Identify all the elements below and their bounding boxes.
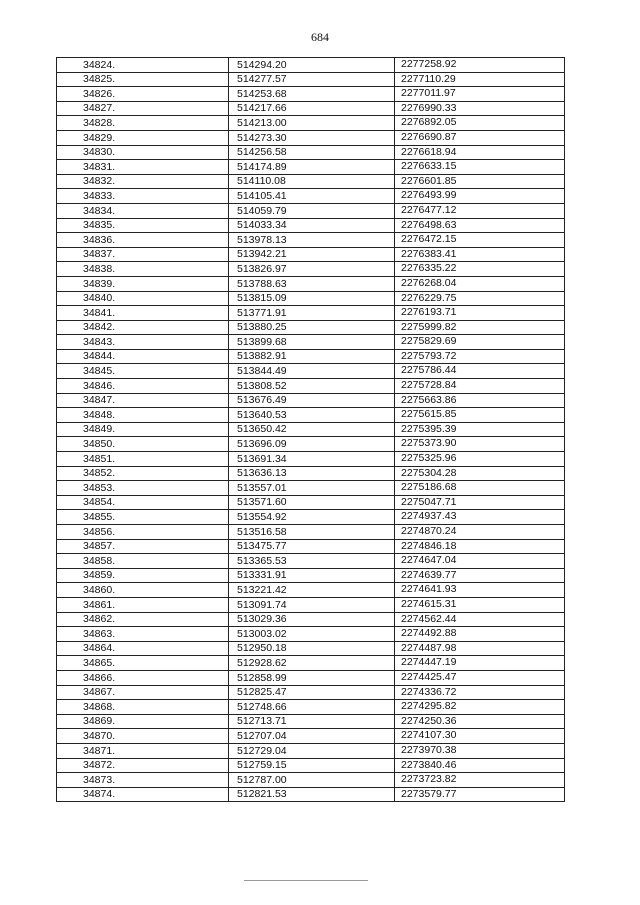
point-id-cell: 34856.: [57, 525, 229, 540]
x-coordinate-cell: 512707.04: [229, 729, 395, 744]
table-row: [57, 656, 565, 671]
y-coordinate-cell: 2275615.85: [395, 408, 565, 423]
x-coordinate-cell: 514033.34: [229, 218, 395, 233]
table-row: [57, 364, 565, 379]
y-coordinate-cell: 2274107.30: [395, 729, 565, 744]
point-id-cell: 34871.: [57, 743, 229, 758]
point-id-cell: 34858.: [57, 554, 229, 569]
table-row: [57, 670, 565, 685]
table-row: [57, 218, 565, 233]
x-coordinate-cell: 513815.09: [229, 291, 395, 306]
table-row: [57, 130, 565, 145]
x-coordinate-cell: 512759.15: [229, 758, 395, 773]
table-row: [57, 539, 565, 554]
x-coordinate-cell: 513091.74: [229, 597, 395, 612]
y-coordinate-cell: 2276229.75: [395, 291, 565, 306]
y-coordinate-cell: 2274250.36: [395, 714, 565, 729]
point-id-cell: 34863.: [57, 627, 229, 642]
point-id-cell: 34849.: [57, 422, 229, 437]
y-coordinate-cell: 2275786.44: [395, 364, 565, 379]
y-coordinate-cell: 2275186.68: [395, 481, 565, 496]
point-id-cell: 34866.: [57, 670, 229, 685]
y-coordinate-cell: 2275047.71: [395, 495, 565, 510]
x-coordinate-cell: 514110.08: [229, 174, 395, 189]
y-coordinate-cell: 2273840.46: [395, 758, 565, 773]
x-coordinate-cell: 514273.30: [229, 130, 395, 145]
y-coordinate-cell: 2274425.47: [395, 670, 565, 685]
point-id-cell: 34852.: [57, 466, 229, 481]
table-row: [57, 349, 565, 364]
table-row: [57, 276, 565, 291]
table-row: [57, 685, 565, 700]
y-coordinate-cell: 2276601.85: [395, 174, 565, 189]
y-coordinate-cell: 2276477.12: [395, 203, 565, 218]
table-row: [57, 306, 565, 321]
point-id-cell: 34868.: [57, 700, 229, 715]
x-coordinate-cell: 513003.02: [229, 627, 395, 642]
x-coordinate-cell: 514294.20: [229, 58, 395, 73]
x-coordinate-cell: 513844.49: [229, 364, 395, 379]
y-coordinate-cell: 2273579.77: [395, 787, 565, 802]
y-coordinate-cell: 2275373.90: [395, 437, 565, 452]
x-coordinate-cell: 514213.00: [229, 116, 395, 131]
x-coordinate-cell: 513554.92: [229, 510, 395, 525]
point-id-cell: 34836.: [57, 233, 229, 248]
table-row: [57, 422, 565, 437]
y-coordinate-cell: 2277011.97: [395, 87, 565, 102]
y-coordinate-cell: 2275793.72: [395, 349, 565, 364]
x-coordinate-cell: 513516.58: [229, 525, 395, 540]
x-coordinate-cell: 513475.77: [229, 539, 395, 554]
x-coordinate-cell: 514256.58: [229, 145, 395, 160]
y-coordinate-cell: 2276472.15: [395, 233, 565, 248]
table-row: [57, 525, 565, 540]
point-id-cell: 34829.: [57, 130, 229, 145]
point-id-cell: 34867.: [57, 685, 229, 700]
x-coordinate-cell: 513899.68: [229, 335, 395, 350]
table-row: [57, 262, 565, 277]
point-id-cell: 34869.: [57, 714, 229, 729]
y-coordinate-cell: 2275395.39: [395, 422, 565, 437]
table-row: [57, 87, 565, 102]
y-coordinate-cell: 2275829.69: [395, 335, 565, 350]
x-coordinate-cell: 514253.68: [229, 87, 395, 102]
point-id-cell: 34860.: [57, 583, 229, 598]
point-id-cell: 34839.: [57, 276, 229, 291]
x-coordinate-cell: 513636.13: [229, 466, 395, 481]
x-coordinate-cell: 512748.66: [229, 700, 395, 715]
x-coordinate-cell: 513942.21: [229, 247, 395, 262]
x-coordinate-cell: 512787.00: [229, 773, 395, 788]
point-id-cell: 34841.: [57, 306, 229, 321]
x-coordinate-cell: 513771.91: [229, 306, 395, 321]
point-id-cell: 34847.: [57, 393, 229, 408]
point-id-cell: 34825.: [57, 72, 229, 87]
table-row: [57, 452, 565, 467]
x-coordinate-cell: 512858.99: [229, 670, 395, 685]
point-id-cell: 34861.: [57, 597, 229, 612]
table-row: [57, 145, 565, 160]
point-id-cell: 34838.: [57, 262, 229, 277]
point-id-cell: 34872.: [57, 758, 229, 773]
y-coordinate-cell: 2276633.15: [395, 160, 565, 175]
x-coordinate-cell: 514217.66: [229, 101, 395, 116]
x-coordinate-cell: 513882.91: [229, 349, 395, 364]
x-coordinate-cell: 513331.91: [229, 568, 395, 583]
y-coordinate-cell: 2274336.72: [395, 685, 565, 700]
x-coordinate-cell: 513640.53: [229, 408, 395, 423]
table-row: [57, 174, 565, 189]
x-coordinate-cell: 512729.04: [229, 743, 395, 758]
point-id-cell: 34826.: [57, 87, 229, 102]
y-coordinate-cell: 2274447.19: [395, 656, 565, 671]
page-footer-line: [244, 880, 368, 881]
point-id-cell: 34851.: [57, 452, 229, 467]
y-coordinate-cell: 2274870.24: [395, 525, 565, 540]
point-id-cell: 34844.: [57, 349, 229, 364]
point-id-cell: 34848.: [57, 408, 229, 423]
point-id-cell: 34874.: [57, 787, 229, 802]
y-coordinate-cell: 2273723.82: [395, 773, 565, 788]
x-coordinate-cell: 513880.25: [229, 320, 395, 335]
point-id-cell: 34846.: [57, 379, 229, 394]
y-coordinate-cell: 2276990.33: [395, 101, 565, 116]
x-coordinate-cell: 512950.18: [229, 641, 395, 656]
x-coordinate-cell: 514105.41: [229, 189, 395, 204]
point-id-cell: 34842.: [57, 320, 229, 335]
table-row: [57, 379, 565, 394]
x-coordinate-cell: 513676.49: [229, 393, 395, 408]
x-coordinate-cell: 513788.63: [229, 276, 395, 291]
table-row: [57, 247, 565, 262]
x-coordinate-cell: 513650.42: [229, 422, 395, 437]
x-coordinate-cell: 514059.79: [229, 203, 395, 218]
table-row: [57, 466, 565, 481]
y-coordinate-cell: 2274295.82: [395, 700, 565, 715]
table-row: [57, 320, 565, 335]
point-id-cell: 34840.: [57, 291, 229, 306]
point-id-cell: 34828.: [57, 116, 229, 131]
y-coordinate-cell: 2275728.84: [395, 379, 565, 394]
table-row: [57, 189, 565, 204]
y-coordinate-cell: 2276193.71: [395, 306, 565, 321]
point-id-cell: 34873.: [57, 773, 229, 788]
table-row: [57, 72, 565, 87]
table-row: [57, 101, 565, 116]
point-id-cell: 34850.: [57, 437, 229, 452]
y-coordinate-cell: 2275304.28: [395, 466, 565, 481]
x-coordinate-cell: 513557.01: [229, 481, 395, 496]
point-id-cell: 34870.: [57, 729, 229, 744]
table-row: [57, 758, 565, 773]
point-id-cell: 34832.: [57, 174, 229, 189]
point-id-cell: 34835.: [57, 218, 229, 233]
y-coordinate-cell: 2274641.93: [395, 583, 565, 598]
point-id-cell: 34843.: [57, 335, 229, 350]
table-row: [57, 495, 565, 510]
y-coordinate-cell: 2274562.44: [395, 612, 565, 627]
table-row: [57, 393, 565, 408]
x-coordinate-cell: 513571.60: [229, 495, 395, 510]
y-coordinate-cell: 2274647.04: [395, 554, 565, 569]
table-row: [57, 743, 565, 758]
x-coordinate-cell: 513808.52: [229, 379, 395, 394]
y-coordinate-cell: 2275325.96: [395, 452, 565, 467]
point-id-cell: 34833.: [57, 189, 229, 204]
table-row: [57, 729, 565, 744]
point-id-cell: 34853.: [57, 481, 229, 496]
table-row: [57, 641, 565, 656]
y-coordinate-cell: 2274492.88: [395, 627, 565, 642]
table-row: [57, 714, 565, 729]
table-row: [57, 481, 565, 496]
x-coordinate-cell: 513826.97: [229, 262, 395, 277]
table-row: [57, 116, 565, 131]
table-row: [57, 554, 565, 569]
table-row: [57, 510, 565, 525]
x-coordinate-cell: 514277.57: [229, 72, 395, 87]
point-id-cell: 34830.: [57, 145, 229, 160]
coordinate-table: [56, 57, 565, 802]
point-id-cell: 34855.: [57, 510, 229, 525]
y-coordinate-cell: 2274639.77: [395, 568, 565, 583]
y-coordinate-cell: 2274846.18: [395, 539, 565, 554]
y-coordinate-cell: 2274615.31: [395, 597, 565, 612]
point-id-cell: 34864.: [57, 641, 229, 656]
table-row: [57, 335, 565, 350]
y-coordinate-cell: 2276493.99: [395, 189, 565, 204]
y-coordinate-cell: 2276498.63: [395, 218, 565, 233]
x-coordinate-cell: 513696.09: [229, 437, 395, 452]
x-coordinate-cell: 512928.62: [229, 656, 395, 671]
table-row: [57, 58, 565, 73]
y-coordinate-cell: 2276690.87: [395, 130, 565, 145]
point-id-cell: 34845.: [57, 364, 229, 379]
y-coordinate-cell: 2276618.94: [395, 145, 565, 160]
table-row: [57, 787, 565, 802]
x-coordinate-cell: 514174.89: [229, 160, 395, 175]
y-coordinate-cell: 2276268.04: [395, 276, 565, 291]
table-row: [57, 437, 565, 452]
table-row: [57, 291, 565, 306]
point-id-cell: 34827.: [57, 101, 229, 116]
y-coordinate-cell: 2274937.43: [395, 510, 565, 525]
page-number: 684: [311, 30, 329, 44]
x-coordinate-cell: 513365.53: [229, 554, 395, 569]
point-id-cell: 34831.: [57, 160, 229, 175]
x-coordinate-cell: 513221.42: [229, 583, 395, 598]
table-row: [57, 233, 565, 248]
table-body: [57, 58, 565, 802]
table-row: [57, 612, 565, 627]
x-coordinate-cell: 513029.36: [229, 612, 395, 627]
x-coordinate-cell: 513691.34: [229, 452, 395, 467]
table-row: [57, 203, 565, 218]
y-coordinate-cell: 2275663.86: [395, 393, 565, 408]
x-coordinate-cell: 512713.71: [229, 714, 395, 729]
point-id-cell: 34834.: [57, 203, 229, 218]
y-coordinate-cell: 2276383.41: [395, 247, 565, 262]
table-row: [57, 627, 565, 642]
y-coordinate-cell: 2274487.98: [395, 641, 565, 656]
table-row: [57, 568, 565, 583]
point-id-cell: 34859.: [57, 568, 229, 583]
table-row: [57, 700, 565, 715]
point-id-cell: 34865.: [57, 656, 229, 671]
y-coordinate-cell: 2275999.82: [395, 320, 565, 335]
table-row: [57, 597, 565, 612]
point-id-cell: 34837.: [57, 247, 229, 262]
y-coordinate-cell: 2277110.29: [395, 72, 565, 87]
y-coordinate-cell: 2276892.05: [395, 116, 565, 131]
point-id-cell: 34824.: [57, 58, 229, 73]
point-id-cell: 34857.: [57, 539, 229, 554]
y-coordinate-cell: 2277258.92: [395, 58, 565, 73]
x-coordinate-cell: 512821.53: [229, 787, 395, 802]
y-coordinate-cell: 2273970.38: [395, 743, 565, 758]
point-id-cell: 34854.: [57, 495, 229, 510]
y-coordinate-cell: 2276335.22: [395, 262, 565, 277]
table-row: [57, 408, 565, 423]
x-coordinate-cell: 513978.13: [229, 233, 395, 248]
table-row: [57, 583, 565, 598]
point-id-cell: 34862.: [57, 612, 229, 627]
table-row: [57, 160, 565, 175]
x-coordinate-cell: 512825.47: [229, 685, 395, 700]
table-row: [57, 773, 565, 788]
